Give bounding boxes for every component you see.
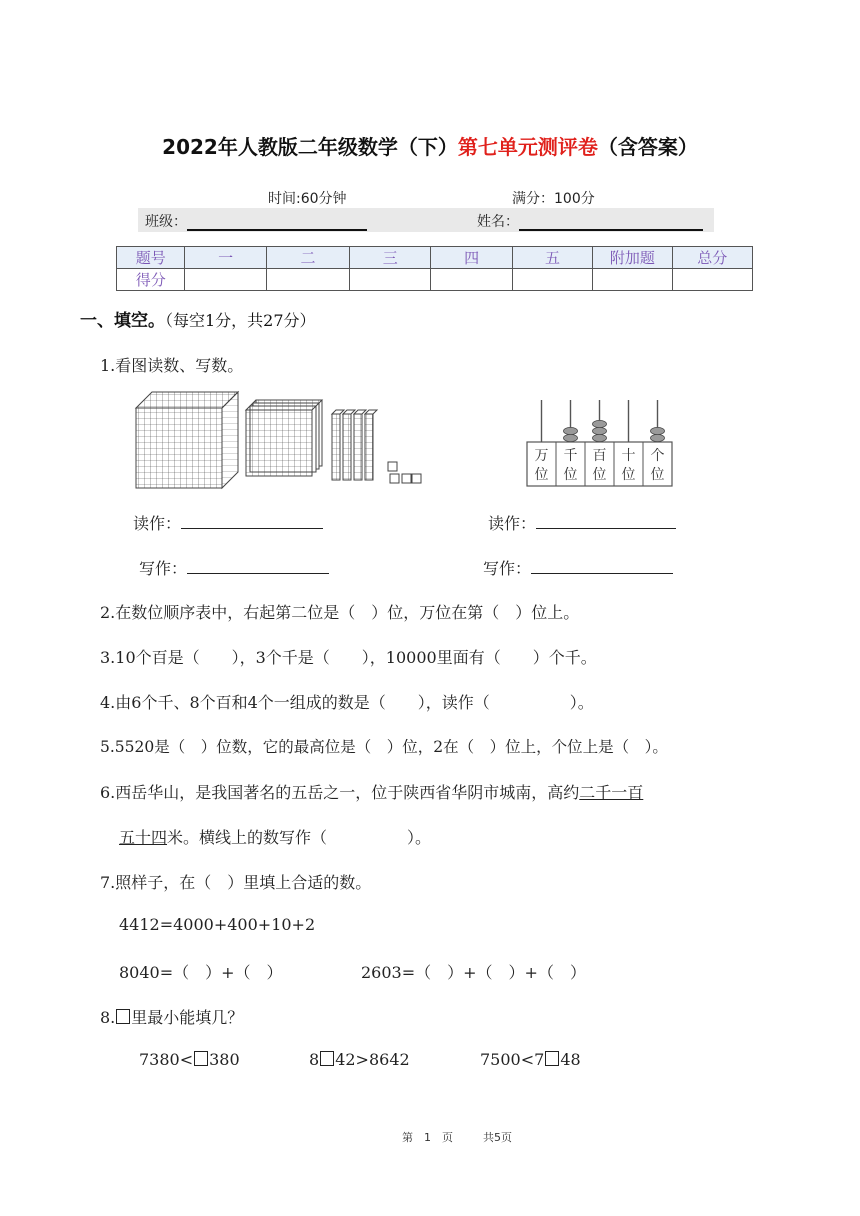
expr-text: 42>8642: [335, 1050, 410, 1069]
title-prefix: 2022年人教版二年级数学（下）: [162, 135, 458, 159]
abacus-beads: [564, 420, 665, 441]
table-cell: 五: [512, 247, 592, 269]
fill-box[interactable]: [545, 1051, 559, 1066]
write-field-right[interactable]: [483, 556, 673, 579]
question-8-text: 里最小能填几？: [131, 1008, 244, 1027]
table-cell: 二: [266, 247, 349, 269]
read-field-left[interactable]: [133, 511, 323, 534]
abacus-bead: [651, 434, 665, 441]
score-table: [116, 246, 753, 291]
write-label: 写作：: [139, 559, 188, 578]
abacus-figure: [525, 398, 675, 490]
table-cell: 一: [185, 247, 266, 269]
q7-eq2: 2603=（ ）+（ ）+（ ）: [361, 963, 586, 982]
title-red: 第七单元测评卷: [457, 135, 598, 159]
class-label: 班级：: [145, 214, 187, 230]
name-blank[interactable]: [519, 215, 703, 231]
read-label: 读作：: [133, 514, 182, 533]
score-input-cell[interactable]: [431, 269, 512, 291]
time-label: 时间:60分钟: [268, 191, 347, 207]
read-label: 读作：: [488, 514, 537, 533]
title-suffix: （含答案）: [597, 135, 698, 159]
expr-text: 48: [560, 1050, 581, 1069]
thousand-cube: [136, 392, 238, 488]
section-heading-text: 一、填空。: [80, 311, 165, 331]
abacus-place-label: 位: [534, 467, 549, 483]
fill-box[interactable]: [320, 1051, 334, 1066]
table-cell: 四: [431, 247, 512, 269]
score-input-cell[interactable]: [593, 269, 672, 291]
score-table-header: [117, 247, 753, 269]
q8-expr-3: [480, 1050, 581, 1069]
question-6-text: 6.西岳华山，是我国著名的五岳之一，位于陕西省华阴市城南，高约: [100, 783, 580, 802]
abacus-place-label: 位: [621, 467, 636, 483]
table-cell: 总分: [672, 247, 752, 269]
question-5: 5.5520是（ ）位数，它的最高位是（ ）位，2在（ ）位上，个位上是（ ）。: [100, 738, 668, 756]
q7-example: 4412=4000+400+10+2: [119, 915, 316, 934]
abacus-place-label: 位: [592, 467, 607, 483]
score-input-cell[interactable]: [350, 269, 431, 291]
answer-blank[interactable]: [187, 573, 329, 574]
abacus-place-label: 十: [621, 448, 636, 464]
page-title: [0, 131, 860, 160]
write-label: 写作：: [483, 559, 532, 578]
expr-text: 7380<: [139, 1050, 194, 1069]
write-field-left[interactable]: [139, 556, 329, 579]
name-label: 姓名：: [477, 214, 519, 230]
question-3: 3.10个百是（ ），3个千是（ ），10000里面有（ ）个千。: [100, 648, 597, 667]
abacus-place-label: 百: [592, 448, 607, 464]
score-table-row: [117, 269, 753, 291]
question-1: 1.看图读数、写数。: [100, 356, 244, 375]
section-note: （每空1分，共27分）: [165, 311, 316, 330]
name-field[interactable]: [477, 211, 703, 231]
q8-expr-1: [139, 1050, 240, 1069]
abacus-bead: [564, 434, 578, 441]
box-icon: [116, 1009, 130, 1024]
abacus-place-label: 位: [563, 467, 578, 483]
underlined-number: 二千一百: [579, 783, 644, 802]
score-input-cell[interactable]: [185, 269, 266, 291]
question-6-cont: [119, 825, 431, 848]
table-cell: 得分: [117, 269, 185, 291]
expr-text: 8: [309, 1050, 320, 1069]
table-cell: 题号: [117, 247, 185, 269]
section-heading: [80, 306, 316, 331]
table-cell: 附加题: [593, 247, 672, 269]
class-field[interactable]: [145, 211, 367, 231]
ten-rods: [332, 410, 377, 480]
score-input-cell[interactable]: [512, 269, 592, 291]
page-total: 共5页: [483, 1131, 512, 1144]
hundred-flat-stack: [246, 400, 322, 476]
abacus-bead: [593, 434, 607, 441]
question-6-text-2: 米。横线上的数写作（ ）。: [167, 828, 432, 847]
answer-blank[interactable]: [181, 528, 323, 529]
underlined-number: 五十四: [119, 828, 168, 847]
question-8: 8. 里最小能填几？: [100, 1008, 244, 1027]
score-input-cell[interactable]: [266, 269, 349, 291]
answer-blank[interactable]: [536, 528, 676, 529]
q7-eq1: 8040=（ ）+（ ）: [119, 963, 283, 982]
abacus-bead: [593, 420, 607, 427]
abacus-place-label: 万: [534, 448, 549, 464]
question-2: 2.在数位顺序表中，右起第二位是（ ）位，万位在第（ ）位上。: [100, 603, 580, 622]
expr-text: 7500<7: [480, 1050, 545, 1069]
abacus-bead: [564, 427, 578, 434]
score-input-cell[interactable]: [672, 269, 752, 291]
abacus-place-label: 位: [650, 467, 665, 483]
table-cell: 三: [350, 247, 431, 269]
abacus-place-label: 千: [563, 448, 578, 464]
abacus-place-label: 个: [650, 448, 665, 464]
read-field-right[interactable]: [488, 511, 676, 534]
question-4: 4.由6个千、8个百和4个一组成的数是（ ），读作（ ）。: [100, 693, 594, 712]
expr-text: 380: [209, 1050, 240, 1069]
base-ten-blocks-figure: [132, 388, 422, 492]
fill-box[interactable]: [194, 1051, 208, 1066]
answer-blank[interactable]: [531, 573, 673, 574]
page-number: 第 1 页: [402, 1131, 453, 1144]
class-blank[interactable]: [187, 215, 367, 231]
abacus-bead: [651, 427, 665, 434]
unit-cubes: [388, 462, 421, 483]
score-label: 满分：100分: [512, 191, 595, 207]
abacus-bead: [593, 427, 607, 434]
question-6: [100, 780, 643, 803]
question-7: 7.照样子，在（ ）里填上合适的数。: [100, 873, 372, 892]
q8-expr-2: [309, 1050, 410, 1069]
